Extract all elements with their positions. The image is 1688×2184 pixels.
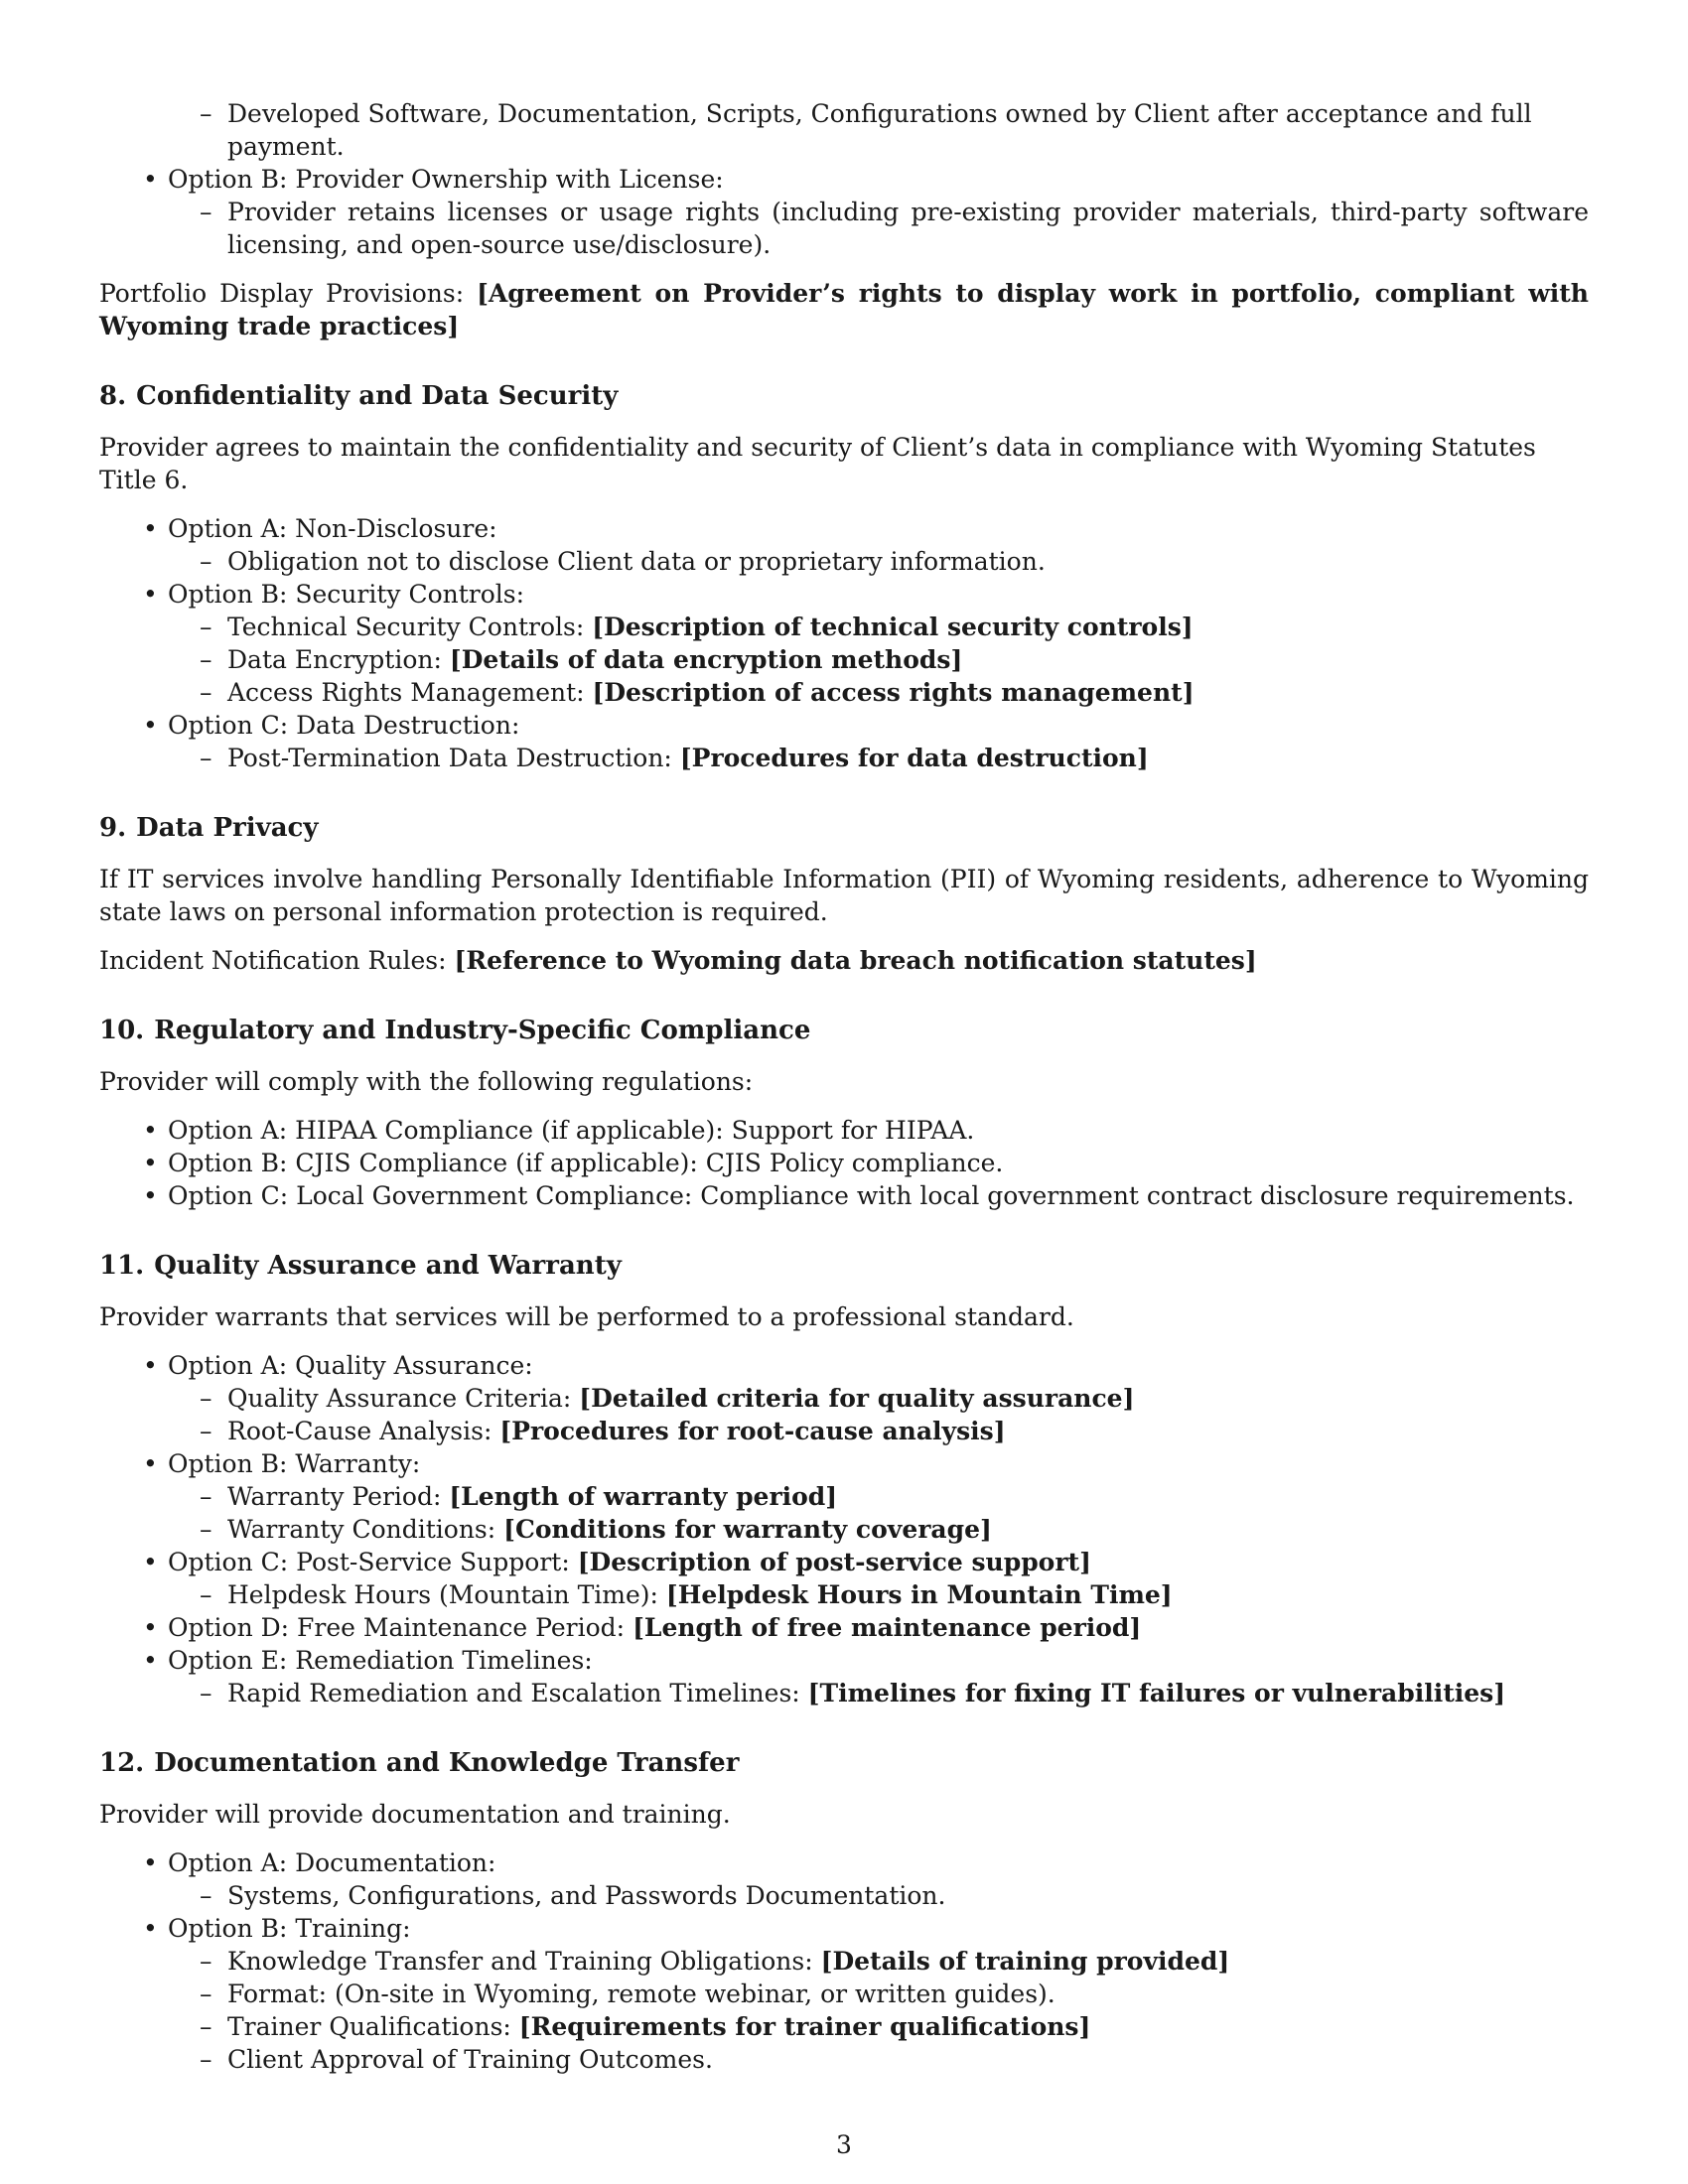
sub-list-item: – Rapid Remediation and Escalation Timelines: [Timelines for fixing IT failures or vulnerabilities] [168,1677,1589,1709]
list-item: • Option B: CJIS Compliance (if applicable): CJIS Policy compliance. [99,1147,1589,1179]
placeholder-field: [Description of access rights management] [592,678,1195,707]
sub-list-item: – Provider retains licenses or usage rights (including pre-existing provider materials, third-party software licensing, and open-source use/disclosure). [168,196,1589,261]
sub-list-item: – Helpdesk Hours (Mountain Time): [Helpdesk Hours in Mountain Time] [168,1578,1589,1611]
list-item: • Option A: Documentation: – Systems, Configurations, and Passwords Documentation. [99,1846,1589,1912]
placeholder-field: [Timelines for fixing IT failures or vulnerabilities] [807,1679,1506,1707]
incident-notification-rules: Incident Notification Rules: [Reference to Wyoming data breach notification statutes] [99,946,1257,975]
list-item: • Option A: Quality Assurance: – Quality Assurance Criteria: [Detailed criteria for quality assurance] – Root-Cause Analysis: [Procedures for root-cause analysis] [99,1349,1589,1447]
section-intro: Provider agrees to maintain the confidentiality and security of Client’s data in compliance with Wyoming Statutes Title 6. [99,433,1536,494]
sub-list [168,1945,1589,2076]
placeholder-field: [Length of free maintenance period] [633,1613,1142,1642]
sub-list-item: – Obligation not to disclose Client data or proprietary information. [168,545,1589,578]
portfolio-provisions: Portfolio Display Provisions: [Agreement on Provider’s rights to display work in portfolio, compliant with Wyoming trade practices] [99,279,1589,341]
option-list [99,1846,1589,2076]
sub-list [168,1382,1589,1447]
section-heading-12: 12. Documentation and Knowledge Transfer [99,1748,740,1778]
sub-list-item: – Client Approval of Training Outcomes. [168,2043,1589,2076]
sub-list [168,545,1589,578]
sub-list-item: – Warranty Conditions: [Conditions for warranty coverage] [168,1513,1589,1546]
section-intro: Provider warrants that services will be performed to a professional standard. [99,1302,1074,1331]
placeholder-field: [Length of warranty period] [449,1482,838,1511]
list-item: • Option D: Free Maintenance Period: [Length of free maintenance period] [99,1611,1589,1644]
ownership-options-continued [99,97,1589,261]
sub-list-item: – Developed Software, Documentation, Scripts, Configurations owned by Client after acceptance and full payment. [168,97,1589,163]
list-item: • Option B: Training: – Knowledge Transfer and Training Obligations: [Details of training provided] – Format: (On-site in Wyoming, remote webinar, or written guides). – Trainer Qualifications: [Requirements for trainer qualifications] – Client Approval of Training Outcomes. [99,1912,1589,2076]
sub-list-item: – Knowledge Transfer and Training Obligations: [Details of training provided] [168,1945,1589,1978]
option-list [99,512,1589,774]
sub-list [168,1677,1589,1709]
list-item: • Option E: Remediation Timelines: – Rapid Remediation and Escalation Timelines: [Timelines for fixing IT failures or vulnerabilities] [99,1644,1589,1709]
placeholder-field: [Detailed criteria for quality assurance] [579,1384,1135,1413]
list-item: • Option C: Local Government Compliance: Compliance with local government contract disclosure requirements. [99,1179,1589,1212]
sub-list-item: – Trainer Qualifications: [Requirements for trainer qualifications] [168,2010,1589,2043]
sub-list-item: – Warranty Period: [Length of warranty period] [168,1480,1589,1513]
sub-list-item: – Post-Termination Data Destruction: [Procedures for data destruction] [168,742,1589,774]
list-item: • Option C: Post-Service Support: [Description of post-service support] – Helpdesk Hours (Mountain Time): [Helpdesk Hours in Mountain Time] [99,1546,1589,1611]
placeholder-field: [Procedures for data destruction] [679,744,1149,772]
sub-list-item: – Quality Assurance Criteria: [Detailed criteria for quality assurance] [168,1382,1589,1415]
placeholder-field: [Helpdesk Hours in Mountain Time] [665,1580,1173,1609]
section-intro: Provider will comply with the following regulations: [99,1067,754,1096]
sub-list [168,742,1589,774]
option-list [99,1349,1589,1709]
sub-list [168,1480,1589,1546]
placeholder-field: [Agreement on Provider’s rights to display work in portfolio, compliant with Wyoming trade practices] [99,279,1589,341]
placeholder-field: [Details of data encryption methods] [449,645,963,674]
section-heading-11: 11. Quality Assurance and Warranty [99,1251,622,1281]
section-heading-9: 9. Data Privacy [99,813,319,843]
sub-list-item: – Format: (On-site in Wyoming, remote webinar, or written guides). [168,1978,1589,2010]
list-item: • Option B: Security Controls: – Technical Security Controls: [Description of technical security controls] – Data Encryption: [Details of data encryption methods] – Access Rights Management: [Description of access rights management] [99,578,1589,709]
sub-list-item: – Data Encryption: [Details of data encryption methods] [168,643,1589,676]
list-item: • Option C: Data Destruction: – Post-Termination Data Destruction: [Procedures for data destruction] [99,709,1589,774]
sub-list [168,1879,1589,1912]
placeholder-field: [Description of technical security controls] [592,613,1194,641]
placeholder-field: [Procedures for root-cause analysis] [499,1417,1006,1445]
sub-list [168,196,1589,261]
sub-list-item: – Technical Security Controls: [Description of technical security controls] [168,611,1589,643]
section-heading-8: 8. Confidentiality and Data Security [99,381,619,411]
option-list [99,1114,1589,1212]
section-intro: If IT services involve handling Personally Identifiable Information (PII) of Wyoming residents, adherence to Wyoming state laws on personal information protection is required. [99,865,1589,926]
sub-list [168,1578,1589,1611]
list-item: • Option B: Warranty: – Warranty Period: [Length of warranty period] – Warranty Conditions: [Conditions for warranty coverage] [99,1447,1589,1546]
list-item: • Option B: Provider Ownership with License: – Provider retains licenses or usage rights (including pre-existing provider materials, third-party software licensing, and open-source use/disclosure). [99,163,1589,261]
section-intro: Provider will provide documentation and training. [99,1800,731,1829]
sub-list-item: – Access Rights Management: [Description of access rights management] [168,676,1589,709]
sub-list [168,611,1589,709]
placeholder-field: [Conditions for warranty coverage] [503,1515,992,1544]
placeholder-field: [Description of post-service support] [577,1548,1091,1576]
list-item [99,97,1589,163]
sub-list-item: – Root-Cause Analysis: [Procedures for root-cause analysis] [168,1415,1589,1447]
section-heading-10: 10. Regulatory and Industry-Specific Compliance [99,1016,811,1045]
list-item: • Option A: Non-Disclosure: – Obligation not to disclose Client data or proprietary information. [99,512,1589,578]
sub-list-item: – Systems, Configurations, and Passwords Documentation. [168,1879,1589,1912]
placeholder-field: [Requirements for trainer qualifications] [518,2012,1091,2041]
placeholder-field: [Reference to Wyoming data breach notification statutes] [454,946,1257,975]
placeholder-field: [Details of training provided] [820,1947,1230,1976]
list-item: • Option A: HIPAA Compliance (if applicable): Support for HIPAA. [99,1114,1589,1147]
page-number: 3 [836,2130,852,2159]
sub-list [168,97,1589,163]
document-page [99,97,1589,2092]
